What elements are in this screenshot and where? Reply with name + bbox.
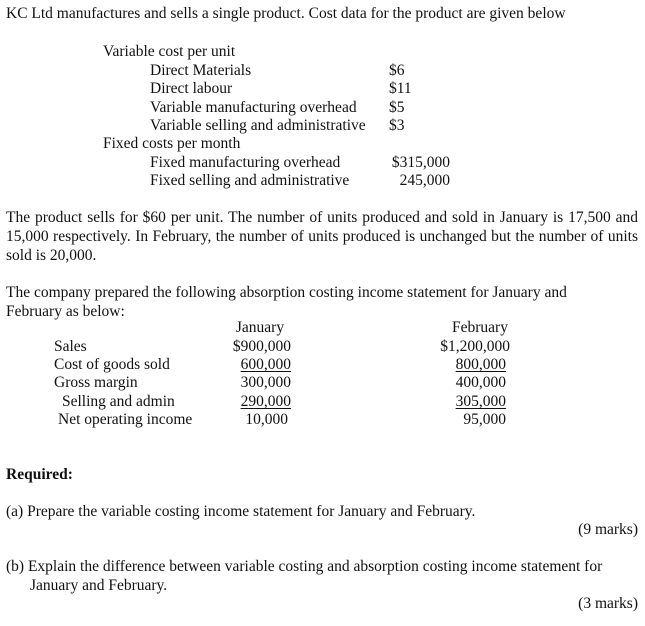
statement-february-value xyxy=(400,356,506,374)
statement-january-value: 300,000 xyxy=(240,374,291,391)
cost-item-label: Variable manufacturing overhead xyxy=(150,99,357,116)
cost-item-label: Variable selling and administrative xyxy=(150,117,366,134)
statement-row-label: Cost of goods sold xyxy=(54,356,170,373)
question-b-marks: (3 marks) xyxy=(578,595,638,612)
statement-january-value: $900,000 xyxy=(232,338,291,355)
cost-item-value: $6 xyxy=(389,62,405,79)
variable-cost-heading: Variable cost per unit xyxy=(103,43,236,60)
statement-february-value: 400,000 xyxy=(455,374,506,391)
underlined-value: 305,000 xyxy=(455,393,506,410)
cost-item-label: Direct Materials xyxy=(150,62,252,79)
question-b-line1: (b) Explain the difference between variable costing and absorption costing income statement for xyxy=(6,558,603,575)
paragraph-statement-intro: The company prepared the following absorption costing income statement for January and February as below: xyxy=(6,284,567,320)
cost-item-value: $315,000 xyxy=(391,154,450,171)
underlined-value: 800,000 xyxy=(455,356,506,373)
statement-january-value xyxy=(200,393,291,411)
statement-row-label: Net operating income xyxy=(58,411,193,428)
statement-row-label: Gross margin xyxy=(54,374,138,391)
question-a-marks: (9 marks) xyxy=(578,521,638,538)
column-header-january: January xyxy=(235,319,285,336)
intro-text: KC Ltd manufactures and sells a single product. Cost data for the product are given below xyxy=(6,5,566,22)
required-heading: Required: xyxy=(6,466,73,483)
question-a: (a) Prepare the variable costing income statement for January and February. xyxy=(6,503,476,520)
statement-february-value: 95,000 xyxy=(463,411,506,428)
statement-january-value: 10,000 xyxy=(245,411,288,428)
question-b-line2: January and February. xyxy=(30,577,168,594)
cost-item-value: $3 xyxy=(389,117,405,134)
cost-item-value: 245,000 xyxy=(399,172,450,189)
statement-january-value xyxy=(200,356,291,374)
statement-row-label: Selling and admin xyxy=(62,393,175,410)
cost-item-value: $11 xyxy=(389,80,412,97)
cost-item-label: Fixed selling and administrative xyxy=(150,172,350,189)
cost-item-value: $5 xyxy=(389,99,405,116)
column-header-february: February xyxy=(452,319,508,336)
statement-row-label: Sales xyxy=(54,338,87,355)
underlined-value: 600,000 xyxy=(240,356,291,373)
paragraph-units: The product sells for $60 per unit. The number of units produced and sold in January is 17,500 and 15,000 respectively. In February, the number of units produced is unchanged but the number of units sold is 20,000. xyxy=(6,209,638,264)
cost-item-label: Fixed manufacturing overhead xyxy=(150,154,341,171)
underlined-value: 290,000 xyxy=(240,393,291,410)
cost-item-label: Direct labour xyxy=(150,80,233,97)
statement-february-value xyxy=(400,393,506,411)
fixed-cost-heading: Fixed costs per month xyxy=(103,135,241,152)
statement-february-value: $1,200,000 xyxy=(440,338,510,355)
